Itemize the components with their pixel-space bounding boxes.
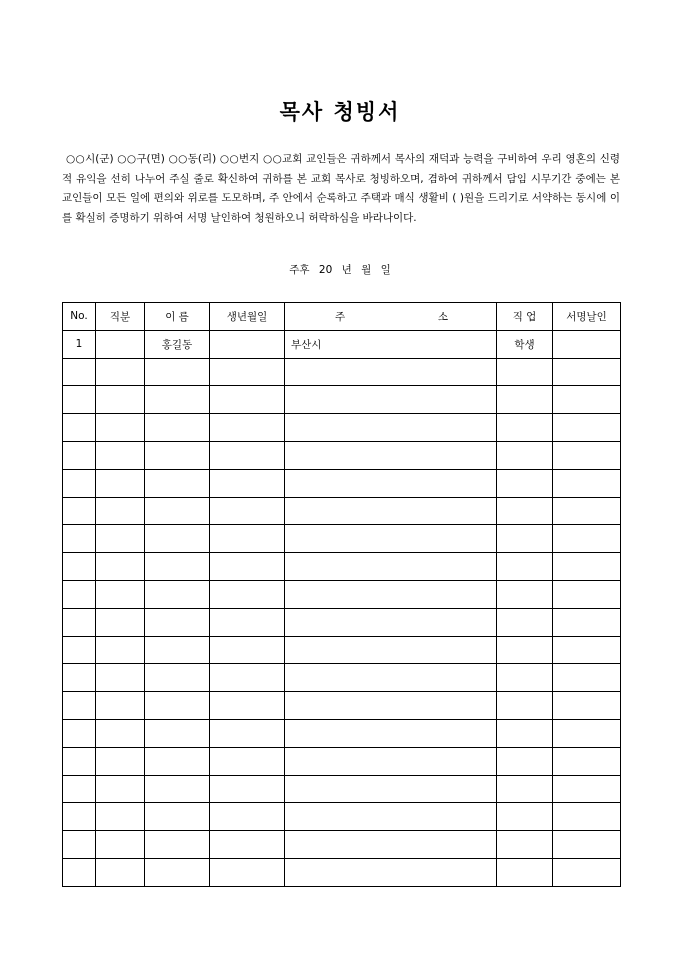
cell-no (63, 692, 96, 720)
cell-occupation (497, 414, 553, 442)
cell-signature (553, 386, 621, 414)
cell-occupation (497, 775, 553, 803)
petition-body-text: ○○시(군) ○○구(면) ○○동(리) ○○번지 ○○교회 교인들은 귀하께서 목사의 재덕과 능력을 구비하여 우리 영혼의 신령적 유익을 선히 나누어 주실 줄로 확신하여 귀하를 본 교회 목사로 청빙하오며, 겸하여 귀하께서 담임 시무기간 중에는 본 교인들이 모든 일에 편의와 위로를 도모하며, 주 안에서 순록하고 주택과 매식 생활비 ( )원을 드리기로 서약하는 동시에 이를 확실히 증명하기 위하여 서명 날인하여 청원하오니 허락하심을 바라나이다. (62, 153, 620, 224)
table-row (63, 553, 621, 581)
table-row (63, 580, 621, 608)
cell-occupation (497, 608, 553, 636)
cell-address (285, 608, 497, 636)
cell-signature (553, 525, 621, 553)
cell-position (96, 330, 145, 358)
cell-name (145, 580, 210, 608)
cell-position (96, 580, 145, 608)
header-name: 이 름 (145, 303, 210, 331)
cell-signature (553, 608, 621, 636)
congregation-signature-table (62, 302, 621, 887)
cell-address (285, 525, 497, 553)
cell-signature (553, 469, 621, 497)
cell-no (63, 858, 96, 886)
cell-position (96, 608, 145, 636)
table-row (63, 414, 621, 442)
cell-address (285, 692, 497, 720)
cell-position (96, 719, 145, 747)
cell-birth-date (210, 692, 285, 720)
table-row (63, 497, 621, 525)
cell-no (63, 747, 96, 775)
document-title: 목사 청빙서 (279, 100, 401, 124)
cell-name (145, 692, 210, 720)
cell-name (145, 608, 210, 636)
cell-signature (553, 497, 621, 525)
cell-position (96, 469, 145, 497)
cell-no (63, 441, 96, 469)
cell-address (285, 636, 497, 664)
cell-birth-date (210, 580, 285, 608)
table-row (63, 664, 621, 692)
cell-signature (553, 719, 621, 747)
cell-position (96, 525, 145, 553)
cell-signature (553, 414, 621, 442)
cell-birth-date (210, 441, 285, 469)
cell-birth-date (210, 636, 285, 664)
cell-signature (553, 553, 621, 581)
cell-position (96, 775, 145, 803)
cell-address (285, 386, 497, 414)
cell-no (63, 803, 96, 831)
cell-address (285, 441, 497, 469)
cell-name (145, 553, 210, 581)
cell-address: 부산시 (285, 330, 497, 358)
cell-occupation (497, 386, 553, 414)
cell-no (63, 719, 96, 747)
cell-position (96, 803, 145, 831)
cell-name (145, 831, 210, 859)
cell-name (145, 414, 210, 442)
cell-name (145, 441, 210, 469)
header-birth-date: 생년월일 (210, 303, 285, 331)
cell-signature (553, 747, 621, 775)
cell-name (145, 858, 210, 886)
cell-birth-date (210, 525, 285, 553)
cell-address (285, 858, 497, 886)
cell-birth-date (210, 803, 285, 831)
cell-signature (553, 858, 621, 886)
cell-occupation (497, 497, 553, 525)
cell-occupation (497, 580, 553, 608)
cell-birth-date (210, 664, 285, 692)
cell-name (145, 358, 210, 386)
cell-address (285, 414, 497, 442)
table-row (63, 775, 621, 803)
header-position: 직분 (96, 303, 145, 331)
cell-no (63, 497, 96, 525)
cell-name (145, 664, 210, 692)
cell-occupation (497, 553, 553, 581)
cell-signature (553, 664, 621, 692)
cell-name (145, 747, 210, 775)
cell-no (63, 580, 96, 608)
cell-no (63, 608, 96, 636)
cell-address (285, 497, 497, 525)
cell-name (145, 636, 210, 664)
table-row (63, 831, 621, 859)
cell-no (63, 469, 96, 497)
cell-birth-date (210, 775, 285, 803)
header-address (285, 303, 497, 331)
cell-occupation (497, 664, 553, 692)
cell-occupation (497, 636, 553, 664)
cell-no (63, 775, 96, 803)
cell-birth-date (210, 831, 285, 859)
cell-birth-date (210, 719, 285, 747)
cell-name (145, 386, 210, 414)
table-row (63, 747, 621, 775)
cell-occupation (497, 803, 553, 831)
cell-no (63, 553, 96, 581)
cell-occupation (497, 692, 553, 720)
table-row (63, 469, 621, 497)
header-address-right: 소 (437, 310, 448, 323)
cell-name (145, 469, 210, 497)
cell-address (285, 469, 497, 497)
table-body (63, 330, 621, 886)
cell-birth-date (210, 414, 285, 442)
cell-position (96, 747, 145, 775)
cell-no: 1 (63, 330, 96, 358)
cell-no (63, 831, 96, 859)
cell-signature (553, 636, 621, 664)
cell-address (285, 719, 497, 747)
cell-position (96, 858, 145, 886)
cell-name (145, 803, 210, 831)
cell-no (63, 636, 96, 664)
cell-signature (553, 358, 621, 386)
table-row (63, 358, 621, 386)
cell-birth-date (210, 386, 285, 414)
cell-position (96, 664, 145, 692)
cell-occupation (497, 858, 553, 886)
cell-occupation (497, 747, 553, 775)
cell-name: 홍길동 (145, 330, 210, 358)
cell-signature (553, 775, 621, 803)
cell-birth-date (210, 330, 285, 358)
cell-birth-date (210, 497, 285, 525)
cell-signature (553, 831, 621, 859)
cell-address (285, 747, 497, 775)
cell-position (96, 497, 145, 525)
cell-no (63, 414, 96, 442)
cell-occupation (497, 358, 553, 386)
cell-birth-date (210, 608, 285, 636)
cell-birth-date (210, 858, 285, 886)
cell-occupation: 학생 (497, 330, 553, 358)
cell-name (145, 525, 210, 553)
cell-signature (553, 330, 621, 358)
cell-position (96, 553, 145, 581)
cell-name (145, 497, 210, 525)
table-row (63, 636, 621, 664)
table-row (63, 692, 621, 720)
cell-name (145, 775, 210, 803)
cell-address (285, 664, 497, 692)
cell-no (63, 386, 96, 414)
header-no: No. (63, 303, 96, 331)
cell-position (96, 386, 145, 414)
cell-birth-date (210, 553, 285, 581)
cell-name (145, 719, 210, 747)
cell-signature (553, 580, 621, 608)
cell-position (96, 831, 145, 859)
cell-occupation (497, 469, 553, 497)
table-row (63, 330, 621, 358)
cell-signature (553, 692, 621, 720)
cell-occupation (497, 525, 553, 553)
cell-address (285, 358, 497, 386)
cell-position (96, 441, 145, 469)
cell-signature (553, 803, 621, 831)
table-row (63, 608, 621, 636)
cell-position (96, 414, 145, 442)
cell-address (285, 775, 497, 803)
cell-position (96, 358, 145, 386)
date-line: 주후 20 년 월 일 (289, 264, 391, 276)
cell-birth-date (210, 747, 285, 775)
cell-address (285, 580, 497, 608)
cell-signature (553, 441, 621, 469)
cell-no (63, 664, 96, 692)
table-header-row (63, 303, 621, 331)
cell-occupation (497, 719, 553, 747)
cell-address (285, 553, 497, 581)
table-row (63, 719, 621, 747)
cell-birth-date (210, 469, 285, 497)
header-signature: 서명날인 (553, 303, 621, 331)
cell-position (96, 692, 145, 720)
table-row (63, 386, 621, 414)
cell-no (63, 358, 96, 386)
table-row (63, 803, 621, 831)
table-row (63, 441, 621, 469)
cell-address (285, 831, 497, 859)
cell-position (96, 636, 145, 664)
cell-occupation (497, 441, 553, 469)
table-row (63, 525, 621, 553)
cell-no (63, 525, 96, 553)
cell-occupation (497, 831, 553, 859)
cell-birth-date (210, 358, 285, 386)
header-occupation: 직 업 (497, 303, 553, 331)
table-row (63, 858, 621, 886)
header-address-left: 주 (335, 310, 346, 323)
cell-address (285, 803, 497, 831)
